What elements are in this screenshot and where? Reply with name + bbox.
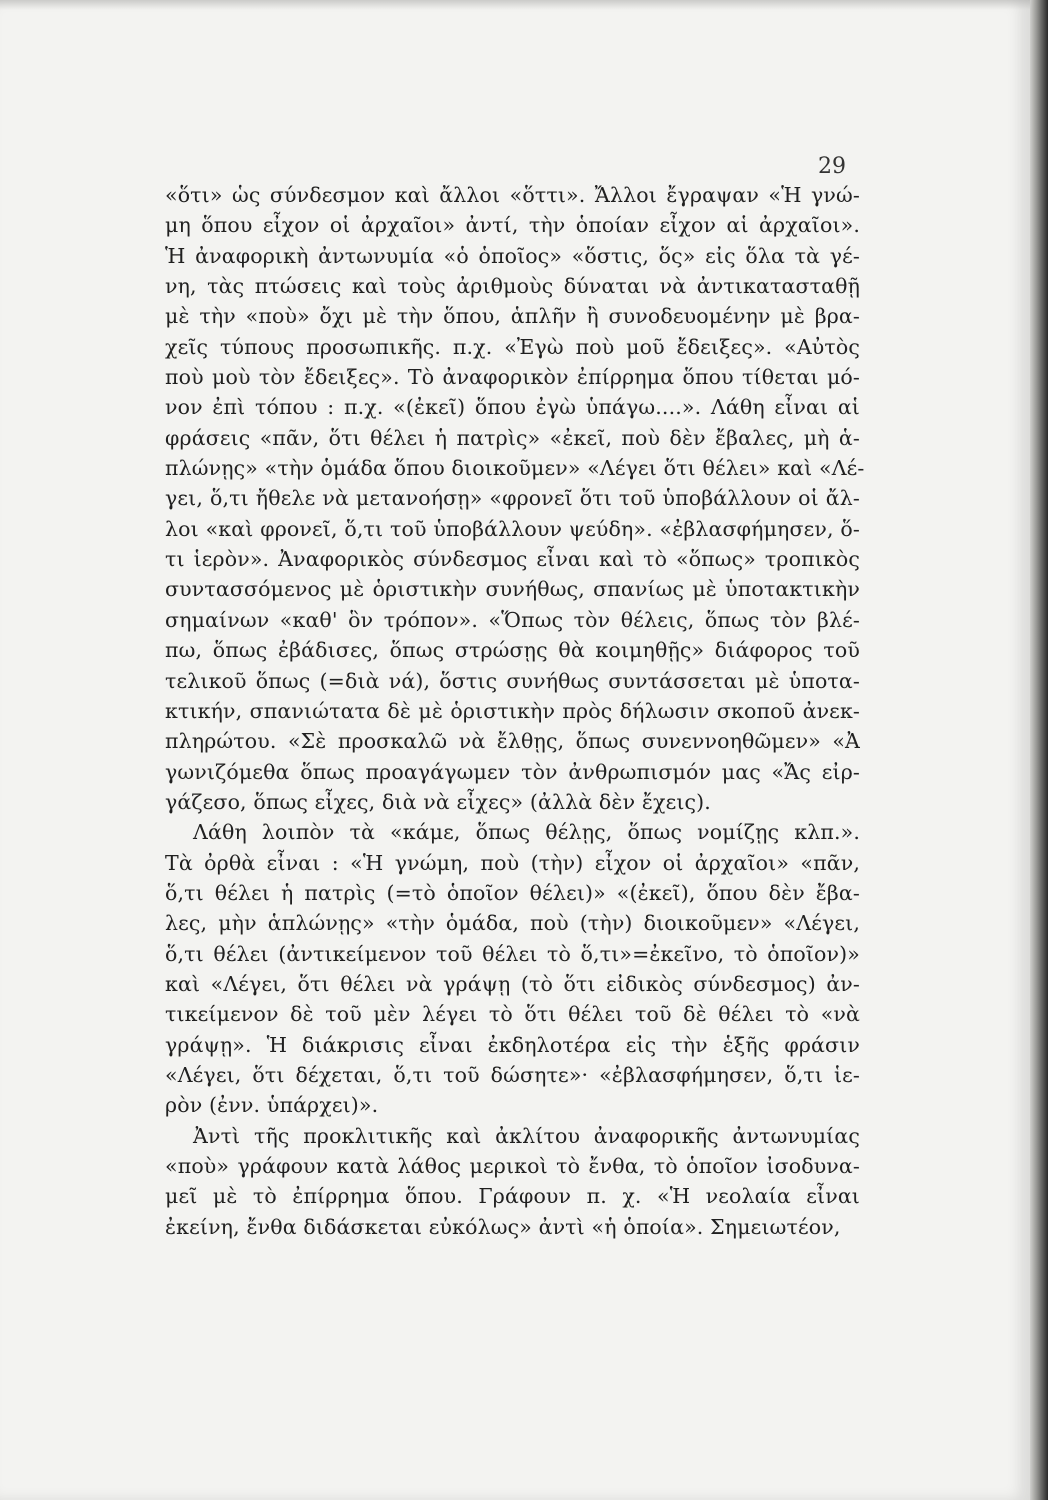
text-line: Ἡ ἀναφορικὴ ἀντωνυμία «ὁ ὁποῖος» «ὅστις, ὅς» εἰς ὅλα τὰ γέ- [165, 243, 860, 268]
text-line: λοι «καὶ φρονεῖ, ὅ,τι τοῦ ὑποβάλλουν ψεύδη». «ἐβλασφήμησεν, ὅ- [165, 516, 860, 541]
paragraph [165, 180, 865, 817]
text-line: γει, ὅ,τι ἤθελε νὰ μετανοήσῃ» «φρονεῖ ὅτι τοῦ ὑποβάλλουν οἱ ἄλ- [165, 486, 860, 511]
text-line: γράψῃ». Ἡ διάκρισις εἶναι ἐκδηλοτέρα εἰς τὴν ἑξῆς φράσιν [165, 1032, 860, 1057]
page-number: 29 [818, 154, 846, 179]
text-line: Τὰ ὀρθὰ εἶναι : «Ἡ γνώμη, ποὺ (τὴν) εἶχον οἱ ἀρχαῖοι» «πᾶν, [165, 850, 860, 875]
text-line: ρὸν (ἐνν. ὑπάρχει)». [165, 1093, 379, 1118]
text-line: νη, τὰς πτώσεις καὶ τοὺς ἀριθμοὺς δύναται νὰ ἀντικατασταθῇ [165, 274, 860, 299]
text-line: «ὅτι» ὡς σύνδεσμον καὶ ἄλλοι «ὅττι». Ἄλλοι ἔγραψαν «Ἡ γνώ- [165, 183, 860, 207]
body-text [165, 180, 865, 1242]
text-line: τικείμενον δὲ τοῦ μὲν λέγει τὸ ὅτι θέλει τοῦ δὲ θέλει τὸ «νὰ [165, 1002, 860, 1027]
text-line: φράσεις «πᾶν, ὅτι θέλει ἡ πατρὶς» «ἐκεῖ, ποὺ δὲν ἔβαλες, μὴ ἁ- [165, 425, 860, 450]
text-line: ἐκείνη, ἔνθα διδάσκεται εὐκόλως» ἀντὶ «ἡ ὁποία». Σημειωτέον, [165, 1214, 841, 1239]
text-line: πω, ὅπως ἐβάδισες, ὅπως στρώσῃς θὰ κοιμηθῇς» διάφορος τοῦ [165, 638, 860, 663]
paragraph [165, 817, 860, 1120]
text-line: μη ὅπου εἶχον οἱ ἀρχαῖοι» ἀντί, τὴν ὁποίαν εἶχον αἱ ἀρχαῖοι». [165, 213, 860, 238]
text-line: κτικήν, σπανιώτατα δὲ μὲ ὁριστικὴν πρὸς δήλωσιν σκοποῦ ἀνεκ- [165, 698, 860, 723]
top-shadow [0, 0, 1030, 10]
text-line: «ποὺ» γράφουν κατὰ λάθος μερικοὶ τὸ ἔνθα, τὸ ὁποῖον ἰσοδυνα- [165, 1154, 860, 1178]
text-line: ὅ,τι θέλει (ἀντικείμενον τοῦ θέλει τὸ ὅ,τι»=ἐκεῖνο, τὸ ὁποῖον)» [165, 941, 860, 966]
text-line: Ἀντὶ τῆς προκλιτικῆς καὶ ἀκλίτου ἀναφορικῆς ἀντωνυμίας [193, 1123, 860, 1148]
text-line: καὶ «Λέγει, ὅτι θέλει νὰ γράψῃ (τὸ ὅτι εἰδικὸς σύνδεσμος) ἀν- [165, 971, 860, 996]
text-line: νον ἐπὶ τόπου : π.χ. «(ἐκεῖ) ὅπου ἐγὼ ὑπάγω....». Λάθη εἶναι αἱ [165, 395, 860, 420]
text-line: γωνιζόμεθα ὅπως προαγάγωμεν τὸν ἀνθρωπισμόν μας «Ἄς εἰρ- [165, 759, 860, 784]
text-line: ὅ,τι θέλει ἡ πατρὶς (=τὸ ὁποῖον θέλει)» «(ἐκεῖ), ὅπου δὲν ἔβα- [165, 880, 860, 905]
text-line: πληρώτου. «Σὲ προσκαλῶ νὰ ἔλθῃς, ὅπως συνεννοηθῶμεν» «Ἀ [165, 729, 860, 754]
page-edge-shadow [1030, 0, 1048, 1500]
text-line: ποὺ μοὺ τὸν ἔδειξες». Τὸ ἀναφορικὸν ἐπίρρημα ὅπου τίθεται μό- [165, 365, 860, 390]
text-line: σημαίνων «καθ' ὃν τρόπον». «Ὅπως τὸν θέλεις, ὅπως τὸν βλέ- [165, 607, 860, 632]
text-line: λες, μὴν ἁπλώνῃς» «τὴν ὁμάδα, ποὺ (τὴν) διοικοῦμεν» «Λέγει, [165, 911, 860, 936]
text-line: χεῖς τύπους προσωπικῆς. π.χ. «Ἐγὼ ποὺ μοῦ ἔδειξες». «Αὐτὸς [165, 334, 860, 359]
text-line: τι ἱερὸν». Ἀναφορικὸς σύνδεσμος εἶναι καὶ τὸ «ὅπως» τροπικὸς [165, 547, 860, 572]
text-line: τελικοῦ ὅπως (=διὰ νά), ὅστις συνήθως συντάσσεται μὲ ὑποτα- [165, 668, 860, 693]
text-line: «Λέγει, ὅτι δέχεται, ὅ,τι τοῦ δώσητε»· «ἐβλασφήμησεν, ὅ,τι ἱε- [165, 1062, 860, 1087]
text-line: συντασσόμενος μὲ ὁριστικὴν συνήθως, σπανίως μὲ ὑποτακτικὴν [165, 577, 860, 602]
text-line: γάζεσο, ὅπως εἶχες, διὰ νὰ εἶχες» (ἀλλὰ δὲν ἔχεις). [165, 789, 711, 814]
text-line: μεῖ μὲ τὸ ἐπίρρημα ὅπου. Γράφουν π. χ. «Ἡ νεολαία εἶναι [165, 1184, 860, 1209]
text-line: μὲ τὴν «ποὺ» ὄχι μὲ τὴν ὅπου, ἁπλῆν ἢ συνοδευομένην μὲ βρα- [165, 304, 860, 329]
text-line: πλώνῃς» «τὴν ὁμάδα ὅπου διοικοῦμεν» «Λέγει ὅτι θέλει» καὶ «Λέ- [165, 456, 865, 481]
paragraph [165, 1121, 860, 1242]
text-line: Λάθη λοιπὸν τὰ «κάμε, ὅπως θέλῃς, ὅπως νομίζῃς κλπ.». [193, 820, 860, 845]
